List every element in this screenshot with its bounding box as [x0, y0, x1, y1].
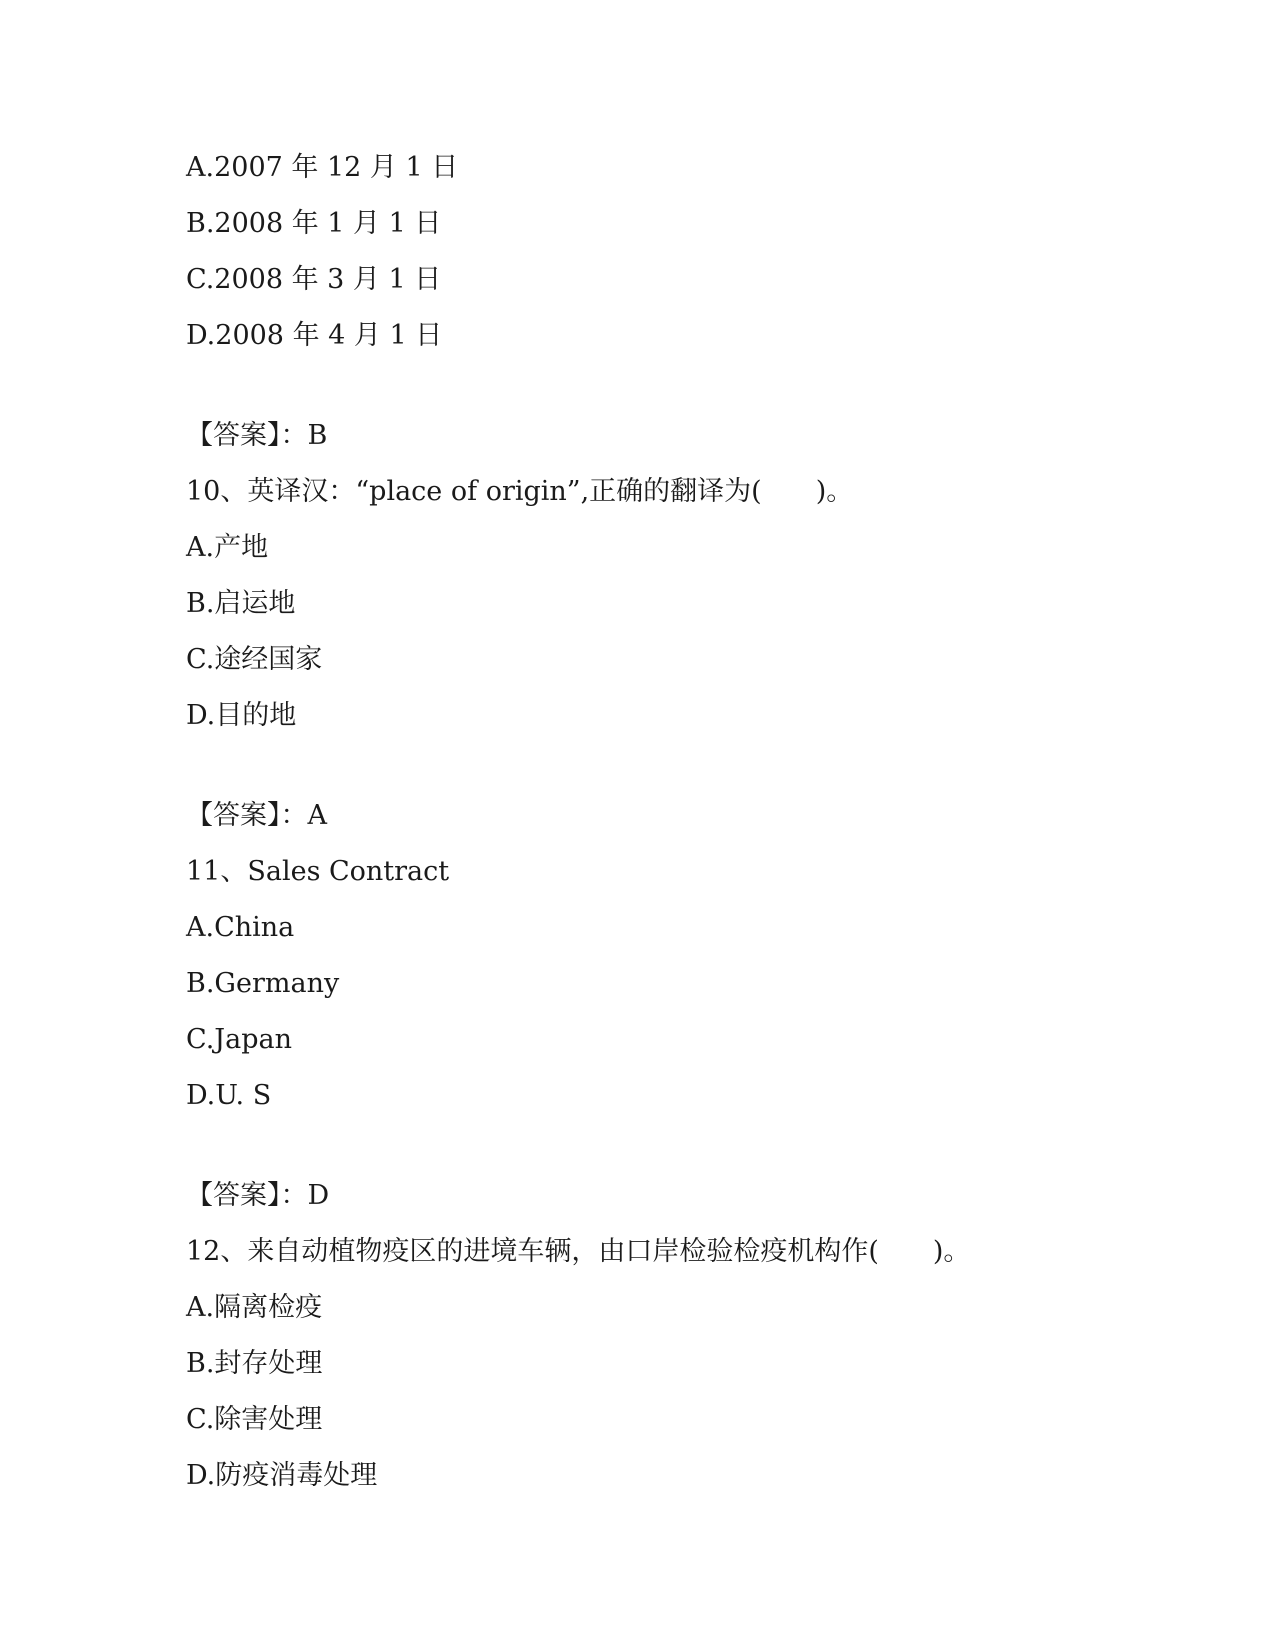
q9-option-d: D.2008 年 4 月 1 日 — [186, 320, 443, 351]
q9-option-b: B.2008 年 1 月 1 日 — [186, 208, 442, 239]
q10-option-a: A.产地 — [186, 532, 269, 563]
q11-option-c: C.Japan — [186, 1024, 292, 1055]
q12-option-b: B.封存处理 — [186, 1348, 323, 1379]
q10-option-c: C.途经国家 — [186, 644, 323, 675]
q11-option-b: B.Germany — [186, 968, 340, 999]
q9-option-c: C.2008 年 3 月 1 日 — [186, 264, 442, 295]
q10-question: 10、英译汉：“place of origin”,正确的翻译为( )。 — [186, 476, 854, 507]
q11-question: 11、Sales Contract — [186, 856, 450, 887]
q12-option-c: C.除害处理 — [186, 1404, 323, 1435]
q11-option-d: D.U. S — [186, 1080, 272, 1111]
q12-question: 12、来自动植物疫区的进境车辆，由口岸检验检疫机构作( )。 — [186, 1236, 971, 1267]
q10-option-b: B.启运地 — [186, 588, 296, 619]
q11-option-a: A.China — [186, 912, 295, 943]
q9-answer: 【答案】：B — [186, 420, 328, 451]
q12-option-d: D.防疫消毒处理 — [186, 1460, 378, 1491]
q9-option-a: A.2007 年 12 月 1 日 — [186, 152, 459, 183]
q10-answer: 【答案】：A — [186, 800, 327, 831]
q10-option-d: D.目的地 — [186, 700, 297, 731]
q11-answer: 【答案】：D — [186, 1180, 330, 1211]
q12-option-a: A.隔离检疫 — [186, 1292, 323, 1323]
